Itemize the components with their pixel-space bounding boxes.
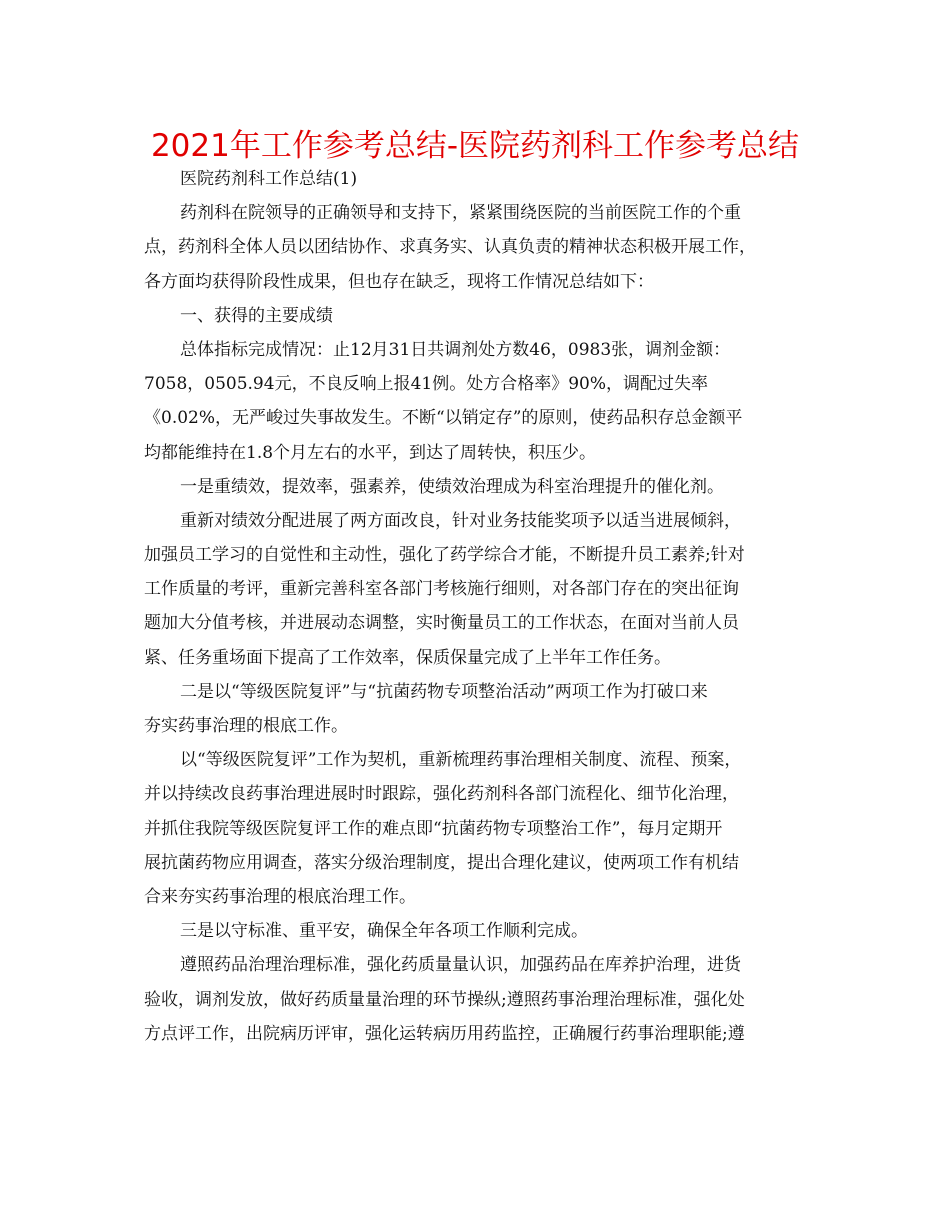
text-line: 以“等级医院复评”工作为契机，重新梳理药事治理相关制度、流程、预案， [180,750,742,771]
text-line: 合来夯实药事治理的根底治理工作。 [144,886,416,907]
text-line: 加强员工学习的自觉性和主动性，强化了药学综合才能，不断提升员工素养;针对 [144,545,745,566]
text-line: 重新对绩效分配进展了两方面改良，针对业务技能奖项予以适当进展倾斜， [180,510,741,531]
text-line: 《0.02%，无严峻过失事故发生。不断“以销定存”的原则，使药品积存总金额平 [144,408,743,429]
text-line: 并以持续改良药事治理进展时时跟踪，强化药剂科各部门流程化、细节化治理， [144,784,739,805]
text-line: 题加大分值考核，并进展动态调整，实时衡量员工的工作状态，在面对当前人员 [144,613,739,634]
text-line: 点，药剂科全体人员以团结协作、求真务实、认真负责的精神状态积极开展工作， [144,237,756,258]
text-line: 均都能维持在1.8个月左右的水平，到达了周转快，积压少。 [144,442,597,463]
text-line: 验收，调剂发放，做好药质量量治理的环节操纵;遵照药事治理治理标准，强化处 [144,989,745,1010]
document-title: 2021年工作参考总结-医院药剂科工作参考总结 [150,128,800,164]
text-line: 医院药剂科工作总结(1) [180,169,358,189]
text-line: 7058，0505.94元，不良反响上报41例。处方合格率》90%，调配过失率 [144,374,708,395]
text-line: 并抓住我院等级医院复评工作的难点即“抗菌药物专项整治工作”，每月定期开 [144,818,723,839]
text-line: 总体指标完成情况：止12月31日共调剂处方数46，0983张，调剂金额： [180,339,731,360]
text-line: 三是以守标准、重平安，确保全年各项工作顺利完成。 [180,921,588,942]
text-line: 工作质量的考评，重新完善科室各部门考核施行细则，对各部门存在的突出征询 [144,579,739,600]
text-line: 紧、任务重场面下提高了工作效率，保质保量完成了上半年工作任务。 [144,647,671,668]
document-body [144,162,812,1051]
text-line: 各方面均获得阶段性成果，但也存在缺乏，现将工作情况总结如下： [144,271,654,292]
text-line: 展抗菌药物应用调查，落实分级治理制度，提出合理化建议，使两项工作有机结 [144,852,739,873]
text-line: 一、获得的主要成绩 [180,305,333,326]
text-line: 夯实药事治理的根底工作。 [144,716,348,736]
text-line: 遵照药品治理治理标准，强化药质量量认识，加强药品在库养护治理，进货 [180,955,741,976]
text-line: 二是以“等级医院复评”与“抗菌药物专项整治活动”两项工作为打破口来 [180,681,708,702]
text-line: 方点评工作，出院病历评审，强化运转病历用药监控，正确履行药事治理职能;遵 [144,1023,745,1044]
text-line: 药剂科在院领导的正确领导和支持下，紧紧围绕医院的当前医院工作的个重 [180,203,741,224]
text-line: 一是重绩效，提效率，强素养，使绩效治理成为科室治理提升的催化剂。 [180,476,724,497]
